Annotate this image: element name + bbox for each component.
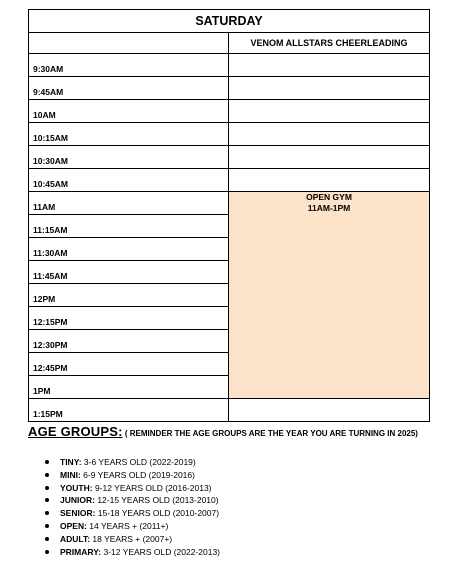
time-label: 1:15PM <box>29 399 229 422</box>
time-label: 11:15AM <box>29 215 229 238</box>
time-label: 1PM <box>29 376 229 399</box>
age-group-name: ADULT: <box>60 533 91 544</box>
time-label: 10AM <box>29 100 229 123</box>
open-gym-block <box>229 192 430 399</box>
schedule-cell <box>229 77 430 100</box>
time-label: 11AM <box>29 192 229 215</box>
age-group-name: YOUTH: <box>60 482 93 493</box>
time-slot-row <box>29 192 430 215</box>
bullet-icon <box>45 524 49 528</box>
age-group-detail: 14 YEARS + (2011+) <box>86 520 169 531</box>
time-label: 11:30AM <box>29 238 229 261</box>
schedule-table <box>28 9 430 422</box>
bullet-icon <box>45 537 49 541</box>
age-groups-section <box>28 426 458 558</box>
age-group-name: MINI: <box>60 469 81 480</box>
time-slot-row <box>29 146 430 169</box>
day-header-row <box>29 10 430 33</box>
age-groups-reminder: ( REMINDER THE AGE GROUPS ARE THE YEAR YOU ARE TURNING IN 2025) <box>122 429 418 438</box>
bullet-icon <box>45 473 49 477</box>
bullet-icon <box>45 511 49 515</box>
age-group-name: PRIMARY: <box>60 546 102 557</box>
schedule-cell <box>229 54 430 77</box>
time-slot-row <box>29 123 430 146</box>
age-group-detail: 18 YEARS + (2007+) <box>90 533 173 544</box>
time-label: 9:30AM <box>29 54 229 77</box>
age-groups-heading <box>28 426 458 439</box>
bullet-icon <box>45 460 49 464</box>
age-group-detail: 9-12 YEARS OLD (2016-2013) <box>92 482 212 493</box>
venom-column-header: VENOM ALLSTARS CHEERLEADING <box>229 33 430 54</box>
schedule-cell <box>229 146 430 169</box>
schedule-cell <box>229 123 430 146</box>
age-group-detail: 3-12 YEARS OLD (2022-2013) <box>101 546 221 557</box>
age-group-name: TINY: <box>60 457 82 467</box>
time-label: 10:30AM <box>29 146 229 169</box>
time-label: 10:45AM <box>29 169 229 192</box>
age-group-detail: 15-18 YEARS OLD (2010-2007) <box>95 508 220 519</box>
schedule-cell <box>229 399 430 422</box>
age-group-name: SENIOR: <box>60 508 96 519</box>
time-label: 11:45AM <box>29 261 229 284</box>
age-group-detail: 6-9 YEARS OLD (2019-2016) <box>80 469 195 480</box>
list-item <box>45 520 458 533</box>
schedule-cell <box>229 100 430 123</box>
age-groups-title: AGE GROUPS: <box>28 424 123 439</box>
bullet-icon <box>45 498 49 502</box>
column-header-row <box>29 33 430 54</box>
time-label: 12:30PM <box>29 330 229 353</box>
time-slot-row <box>29 100 430 123</box>
time-label: 9:45AM <box>29 77 229 100</box>
open-gym-title: OPEN GYM <box>306 192 352 202</box>
time-label: 10:15AM <box>29 123 229 146</box>
list-item <box>45 494 458 507</box>
bullet-icon <box>45 486 49 490</box>
day-title: SATURDAY <box>29 10 430 33</box>
list-item <box>45 546 458 559</box>
list-item <box>45 482 458 495</box>
time-label: 12PM <box>29 284 229 307</box>
list-item <box>45 456 458 469</box>
time-slot-row <box>29 54 430 77</box>
time-label: 12:15PM <box>29 307 229 330</box>
bullet-icon <box>45 550 49 554</box>
time-slot-row <box>29 169 430 192</box>
time-slot-row <box>29 77 430 100</box>
age-group-name: OPEN: <box>60 520 87 531</box>
time-slot-row <box>29 399 430 422</box>
age-group-detail: 3-6 YEARS OLD (2022-2019) <box>81 457 196 467</box>
list-item <box>45 507 458 520</box>
age-group-name: JUNIOR: <box>60 495 95 506</box>
list-item <box>45 533 458 546</box>
list-item <box>45 469 458 482</box>
age-groups-list <box>45 456 458 558</box>
time-column-header <box>29 33 229 54</box>
time-label: 12:45PM <box>29 353 229 376</box>
open-gym-hours: 11AM-1PM <box>307 203 351 213</box>
age-group-detail: 12-15 YEARS OLD (2013-2010) <box>94 495 219 506</box>
schedule-cell <box>229 169 430 192</box>
